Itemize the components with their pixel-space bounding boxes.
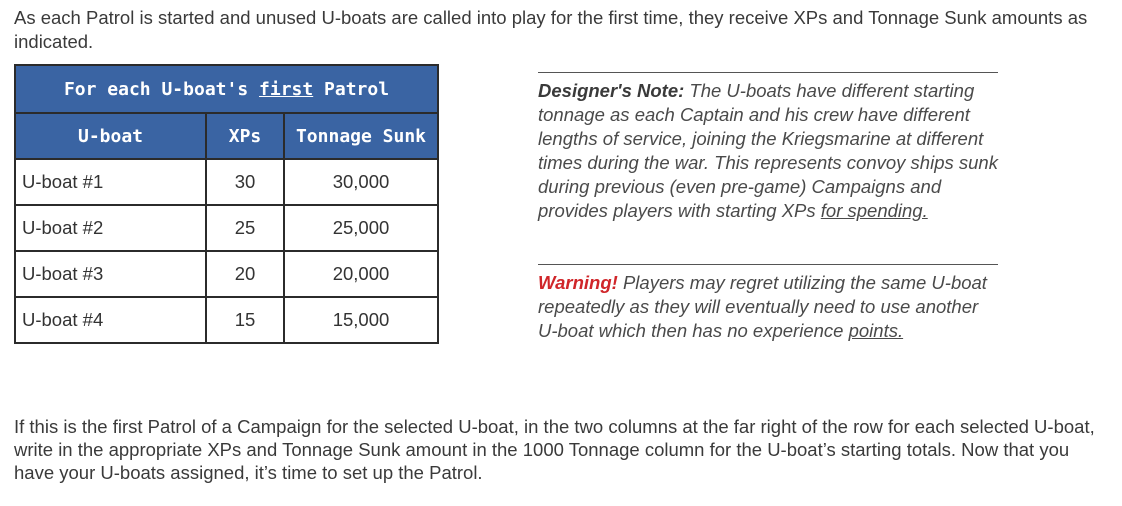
uboat-name: U-boat #1	[15, 159, 206, 205]
table-title-row	[15, 65, 438, 113]
warning-tail: points.	[848, 320, 904, 341]
designers-note	[538, 72, 998, 223]
xps-value: 25	[206, 205, 284, 251]
table-row	[15, 297, 438, 343]
uboat-name: U-boat #4	[15, 297, 206, 343]
xps-value: 30	[206, 159, 284, 205]
uboat-name: U-boat #3	[15, 251, 206, 297]
table-row	[15, 159, 438, 205]
table-row	[15, 205, 438, 251]
column-header-xps: XPs	[206, 113, 284, 159]
table-row	[15, 251, 438, 297]
column-header-uboat: U-boat	[15, 113, 206, 159]
table-header-row	[15, 113, 438, 159]
column-header-tonnage: Tonnage Sunk	[284, 113, 438, 159]
outro-paragraph: If this is the first Patrol of a Campaign for the selected U-boat, in the two columns at the far right of the row for each selected U-boat, write in the appropriate XPs and Tonnage Sunk amount in the 1000 Tonnage column for the U-boat’s starting totals. Now that you have your U-boats assigned, it’s time to set up the Patrol.	[14, 416, 1095, 483]
note-divider	[538, 72, 998, 73]
intro-paragraph: As each Patrol is started and unused U-boats are called into play for the first time, they receive XPs and Tonnage Sunk amounts as indicated.	[14, 7, 1088, 52]
first-patrol-table	[14, 64, 439, 344]
xps-value: 20	[206, 251, 284, 297]
warning-label: Warning!	[538, 272, 618, 293]
tonnage-value: 25,000	[284, 205, 438, 251]
warning-body: Players may regret utilizing the same U-boat repeatedly as they will eventually need to use another U-boat which then has no experience	[538, 272, 987, 341]
warning-divider	[538, 264, 998, 265]
table-title: For each U-boat's first Patrol	[15, 65, 438, 113]
tonnage-value: 15,000	[284, 297, 438, 343]
uboat-name: U-boat #2	[15, 205, 206, 251]
warning-note	[538, 264, 998, 343]
designers-note-label: Designer's Note:	[538, 80, 685, 101]
tonnage-value: 30,000	[284, 159, 438, 205]
designers-note-tail: for spending.	[820, 200, 928, 221]
tonnage-value: 20,000	[284, 251, 438, 297]
xps-value: 15	[206, 297, 284, 343]
designers-note-body: The U-boats have different starting tonnage as each Captain and his crew have different lengths of service, joining the Kriegsmarine at different times during the war. This represents convoy ships sunk during previous (even pre-game) Campaigns and provides players with starting XPs	[538, 80, 998, 221]
table-title-emphasis: first	[259, 78, 314, 100]
